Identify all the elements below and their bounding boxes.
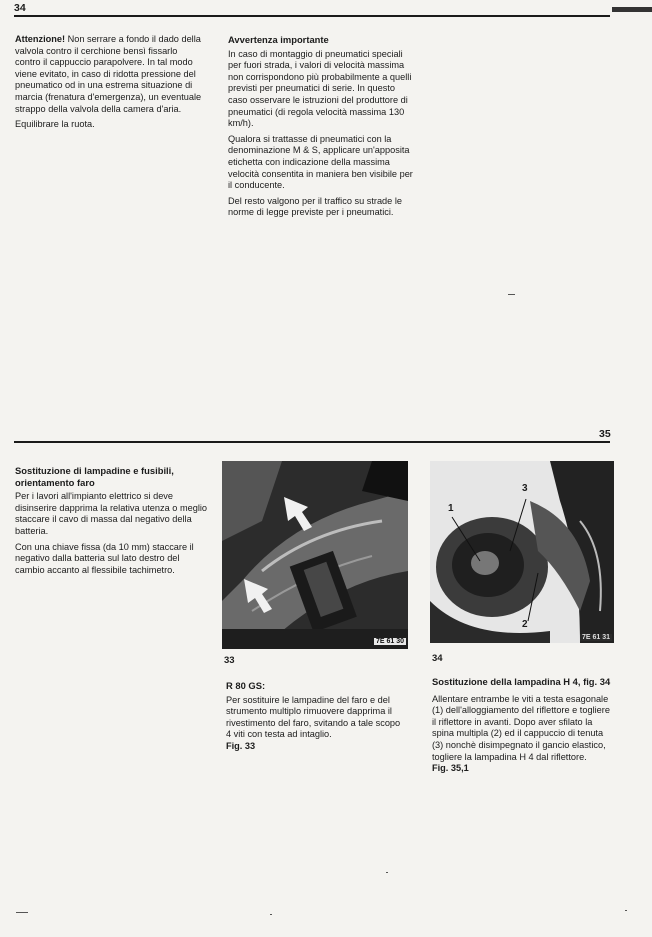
scan-speck [270,914,272,915]
scan-speck [508,294,515,295]
bulb-replacement-paragraph-1: Per i lavori all'impianto elettrico si deve disinserire dapprima la relativa utenza o meglio staccare il cavo di massa dal negativo della batteria. [15,491,208,536]
warning-text: Non serrare a fondo il dado della valvola contro il cerchione bensì fissarlo contro il cappuccio parapolvere. In tal modo viene evitato, in caso di ridotta pressione del pneumatico od in una estrema situazione di marcia (frenatura d'emergenza), un eventuale strappo della valvola della camera d'aria. [15,34,202,114]
figure-33-number: 33 [224,655,235,666]
figure-34-paragraph: Allentare entrambe le viti a testa esagonale (1) dell'alloggiamento del riflettore e togliere il riflettore in avanti. Dopo aver sfilato la spina multipla (2) ed il cappuccio di tenuta (3) nonchè disimpegnato il gancio elastico, togliere la lampadina H 4 dal riflettore. [432,693,610,762]
figure-34-reference: Fig. 35,1 [432,763,469,774]
figure-34-text-column [432,676,614,775]
warning-column [15,34,205,135]
figure-33-text-column [226,680,406,753]
header-rule-bottom [14,441,610,443]
important-note-heading: Avvertenza importante [228,34,329,45]
callout-2: 2 [522,619,528,630]
header-rule-top [14,15,610,17]
scan-speck [625,910,627,911]
page-number-bottom: 35 [599,428,611,440]
scan-speck [386,872,388,873]
important-note-paragraph-3: Del resto valgono per il traffico su strade le norme di legge previste per i pneumatici. [228,195,402,218]
figure-34-heading: Sostituzione della lampadina H 4, fig. 34 [432,676,611,687]
page-number-top: 34 [14,2,26,14]
warning-paragraph [15,34,205,115]
important-note-column [228,34,414,223]
scan-speck [16,912,28,913]
important-note-paragraph-2: Qualora si trattasse di pneumatici con la denominazione M & S, applicare un'apposita etichetta con indicazione della massima velocità consentita in maniera ben visibile per il conducente. [228,133,413,191]
headlamp-fairing-image [222,461,408,649]
figure-33-reference: Fig. 33 [226,740,256,751]
bulb-replacement-column [15,465,207,580]
bulb-replacement-heading: Sostituzione di lampadine e fusibili, orientamento faro [15,465,174,488]
bulb-replacement-paragraph-2: Con una chiave fissa (da 10 mm) staccare il negativo dalla batteria sul lato destro del cambio accanto al flessibile tachimetro. [15,541,194,575]
figure-33-heading: R 80 GS: [226,680,266,691]
figure-33-code: 7E 61 30 [375,638,404,645]
warning-lead: Attenzione! [15,34,66,44]
figure-33-photo [222,461,408,649]
callout-1: 1 [448,503,454,514]
figure-34-photo [430,461,614,643]
figure-34-number: 34 [432,653,443,664]
balance-paragraph: Equilibrare la ruota. [15,119,95,130]
corner-mark [612,7,652,12]
important-note-paragraph-1: In caso di montaggio di pneumatici speciali per fuori strada, i valori di velocità massima non corrispondono più probabilmente a quelli previsti per pneumatici di serie. In questo caso osservare le istruzioni del produttore di pneumatici (di regola velocità massima 130 km/h). [228,48,412,129]
figure-34-code: 7E 61 31 [581,634,610,641]
figure-33-paragraph: Per sostituire le lampadine del faro e del strumento multiplo rimuovere dapprima il rivestimento del faro, svitando a tale scopo 4 viti con testa ad intaglio. [226,694,401,740]
callout-3: 3 [522,483,528,494]
